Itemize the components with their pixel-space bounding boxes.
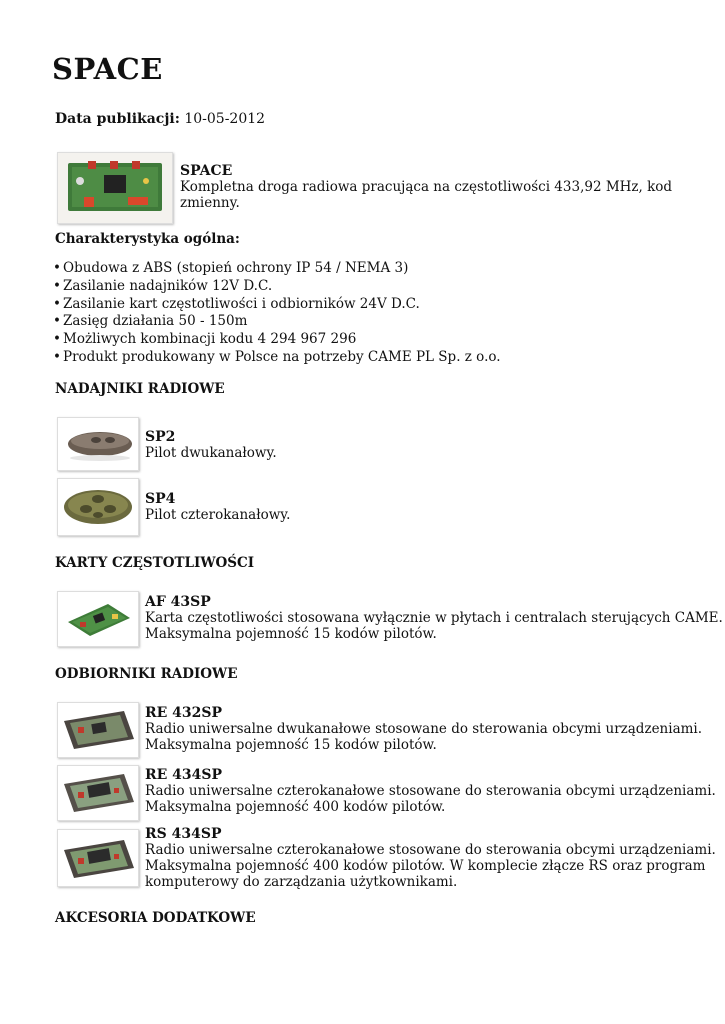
product-name: RS 434SP [145,826,222,842]
publication-date [55,111,265,127]
product-name: RE 432SP [145,705,223,721]
list-item: • Możliwych kombinacji kodu 4 294 967 296 [53,331,501,349]
intro-product [180,163,672,211]
section-cards: KARTY CZĘSTOTLIWOŚCI [55,555,255,571]
product-desc-line1: Karta częstotliwości stosowana wyłącznie w płytach i centralach sterujących CAME. [145,610,723,626]
section-transmitters: NADAJNIKI RADIOWE [55,381,225,397]
re432sp-receiver-image [57,702,139,758]
list-item: • Zasilanie kart częstotliwości i odbiorników 24V D.C. [53,296,501,314]
list-item: • Produkt produkowany w Polsce na potrzeby CAME PL Sp. z o.o. [53,349,501,367]
product-desc-line2: Maksymalna pojemność 15 kodów pilotów. [145,626,437,642]
af43sp-card-image [57,591,139,647]
product-name: AF 43SP [145,594,211,610]
intro-desc-line2: zmienny. [180,195,240,211]
product-desc-line1: Pilot dwukanałowy. [145,445,277,461]
sp2-remote-image [57,417,139,471]
product-desc-line1: Radio uniwersalne czterokanałowe stosowane do sterowania obcymi urządzeniami. [145,842,716,858]
publication-date-value: 10-05-2012 [184,111,266,127]
product-desc-line1: Radio uniwersalne dwukanałowe stosowane do sterowania obcymi urządzeniami. [145,721,703,737]
product-desc-line1: Radio uniwersalne czterokanałowe stosowane do sterowania obcymi urządzeniami. [145,783,716,799]
list-item: • Obudowa z ABS (stopień ochrony IP 54 / NEMA 3) [53,260,501,278]
page-title: SPACE [52,52,163,86]
features-heading: Charakterystyka ogólna: [55,231,240,247]
list-item: • Zasilanie nadajników 12V D.C. [53,278,501,296]
product-name: SP4 [145,491,176,507]
intro-product-name: SPACE [180,163,233,179]
product-rs434sp [145,826,716,890]
rs434sp-receiver-image [57,829,139,887]
section-accessories: AKCESORIA DODATKOWE [55,910,256,926]
re434sp-receiver-image [57,765,139,821]
list-item: • Zasięg działania 50 - 150m [53,313,501,331]
publication-date-label: Data publikacji: [55,111,180,127]
product-re434sp [145,767,716,815]
product-desc-line2: Maksymalna pojemność 15 kodów pilotów. [145,737,437,753]
section-receivers: ODBIORNIKI RADIOWE [55,666,238,682]
receiver-board-image [57,152,173,224]
product-sp2 [145,429,277,461]
product-re432sp [145,705,702,753]
product-af43sp [145,594,723,642]
sp4-remote-image [57,478,139,536]
product-desc-line2: Maksymalna pojemność 400 kodów pilotów. [145,799,446,815]
product-sp4 [145,491,290,523]
features-list [53,260,501,367]
product-name: SP2 [145,429,176,445]
product-desc-line2: Maksymalna pojemność 400 kodów pilotów. W komplecie złącze RS oraz program [145,858,706,874]
intro-desc-line1: Kompletna droga radiowa pracująca na częstotliwości 433,92 MHz, kod [180,179,673,195]
product-desc-line3: komputerowy do zarządzania użytkownikami. [145,874,458,890]
product-name: RE 434SP [145,767,223,783]
product-desc-line1: Pilot czterokanałowy. [145,507,291,523]
